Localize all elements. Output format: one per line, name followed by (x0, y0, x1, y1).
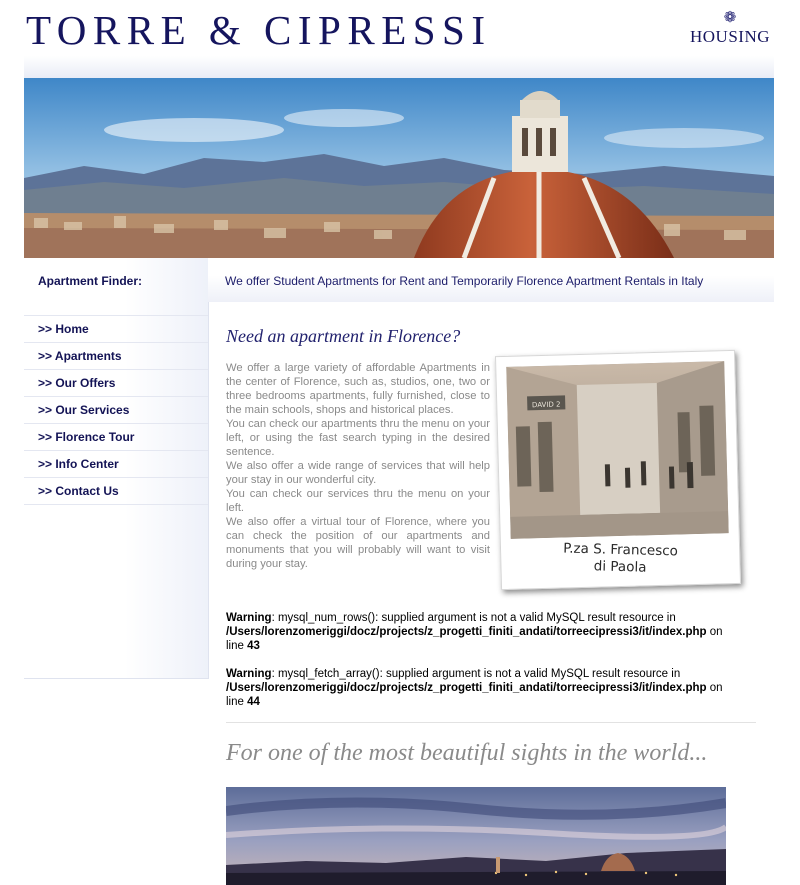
tagline-bar (208, 258, 774, 302)
sidebar-item-contact-us[interactable]: >> Contact Us (24, 478, 208, 505)
php-warning (226, 611, 756, 653)
sidebar-item-florence-tour[interactable]: >> Florence Tour (24, 424, 208, 451)
intro-paragraph: We offer a large variety of affordable Apartments in the center of Florence, such as, studios, one, two or three bedrooms apartments, fully furnished, close to the main schools, shops and historical places. (226, 362, 490, 416)
php-warning (226, 667, 756, 709)
warning-message: : mysql_fetch_array(): supplied argument is not a valid MySQL result resource in (271, 668, 681, 680)
sidebar-item-info-center[interactable]: >> Info Center (24, 451, 208, 478)
warning-line-number: 44 (247, 696, 260, 708)
flower-icon: ❁ (723, 9, 737, 26)
florence-dome-banner (24, 78, 774, 258)
sights-heading: For one of the most beautiful sights in the world... (226, 740, 708, 766)
page-heading: Need an apartment in Florence? (226, 326, 461, 346)
sidebar-item-apartments[interactable]: >> Apartments (24, 343, 208, 370)
intro-paragraph: We also offer a virtual tour of Florence, where you can check the position of our apartments and monuments that you will probably will want to visit during your stay. (226, 516, 490, 570)
intro-paragraph: You can check our apartments thru the menu on your left, or using the fast search typing in the desired sentence. (226, 418, 490, 458)
shop-sign: DAVID 2 (531, 400, 561, 410)
intro-paragraph: You can check our services thru the menu on your left. (226, 488, 490, 514)
caption-line-1: P.za S. Francesco (563, 540, 679, 560)
warning-line-word: line (226, 640, 248, 652)
housing-badge[interactable] (680, 10, 780, 48)
caption-line-2: di Paola (593, 558, 647, 576)
sidebar-item-our-services[interactable]: >> Our Services (24, 397, 208, 424)
florence-panorama-photo (226, 787, 726, 885)
warning-path: /Users/lorenzomeriggi/docz/projects/z_progetti_finiti_andati/torreecipressi3/it/index.php (226, 682, 707, 694)
housing-label: HOUSING (690, 27, 770, 46)
content-divider (226, 722, 756, 723)
intro-text (226, 361, 490, 571)
sidebar-item-our-offers[interactable]: >> Our Offers (24, 370, 208, 397)
site-logo[interactable]: TORRE & CIPRESSI (26, 7, 492, 53)
warning-on: on (706, 682, 723, 694)
tagline: We offer Student Apartments for Rent and Temporarily Florence Apartment Rentals in Italy (225, 274, 704, 288)
warning-label: Warning (226, 612, 272, 624)
header (0, 0, 800, 78)
apartment-finder-title: Apartment Finder: (38, 274, 143, 288)
warning-on: on (706, 626, 723, 638)
polaroid-photo (495, 350, 741, 590)
sidebar-menu (24, 316, 208, 505)
warning-line-word: line (226, 696, 248, 708)
sidebar-item-home[interactable]: >> Home (24, 316, 208, 343)
warning-label: Warning (226, 668, 272, 680)
warning-path: /Users/lorenzomeriggi/docz/projects/z_progetti_finiti_andati/torreecipressi3/it/index.php (226, 626, 707, 638)
intro-paragraph: We also offer a wide range of services that will help your stay in our wonderful city. (226, 460, 490, 486)
photo-caption (501, 539, 740, 579)
header-strip (24, 56, 774, 78)
warning-line-number: 43 (247, 640, 260, 652)
warning-message: : mysql_num_rows(): supplied argument is not a valid MySQL result resource in (271, 612, 676, 624)
street-photo (506, 361, 728, 539)
sidebar (24, 258, 209, 679)
